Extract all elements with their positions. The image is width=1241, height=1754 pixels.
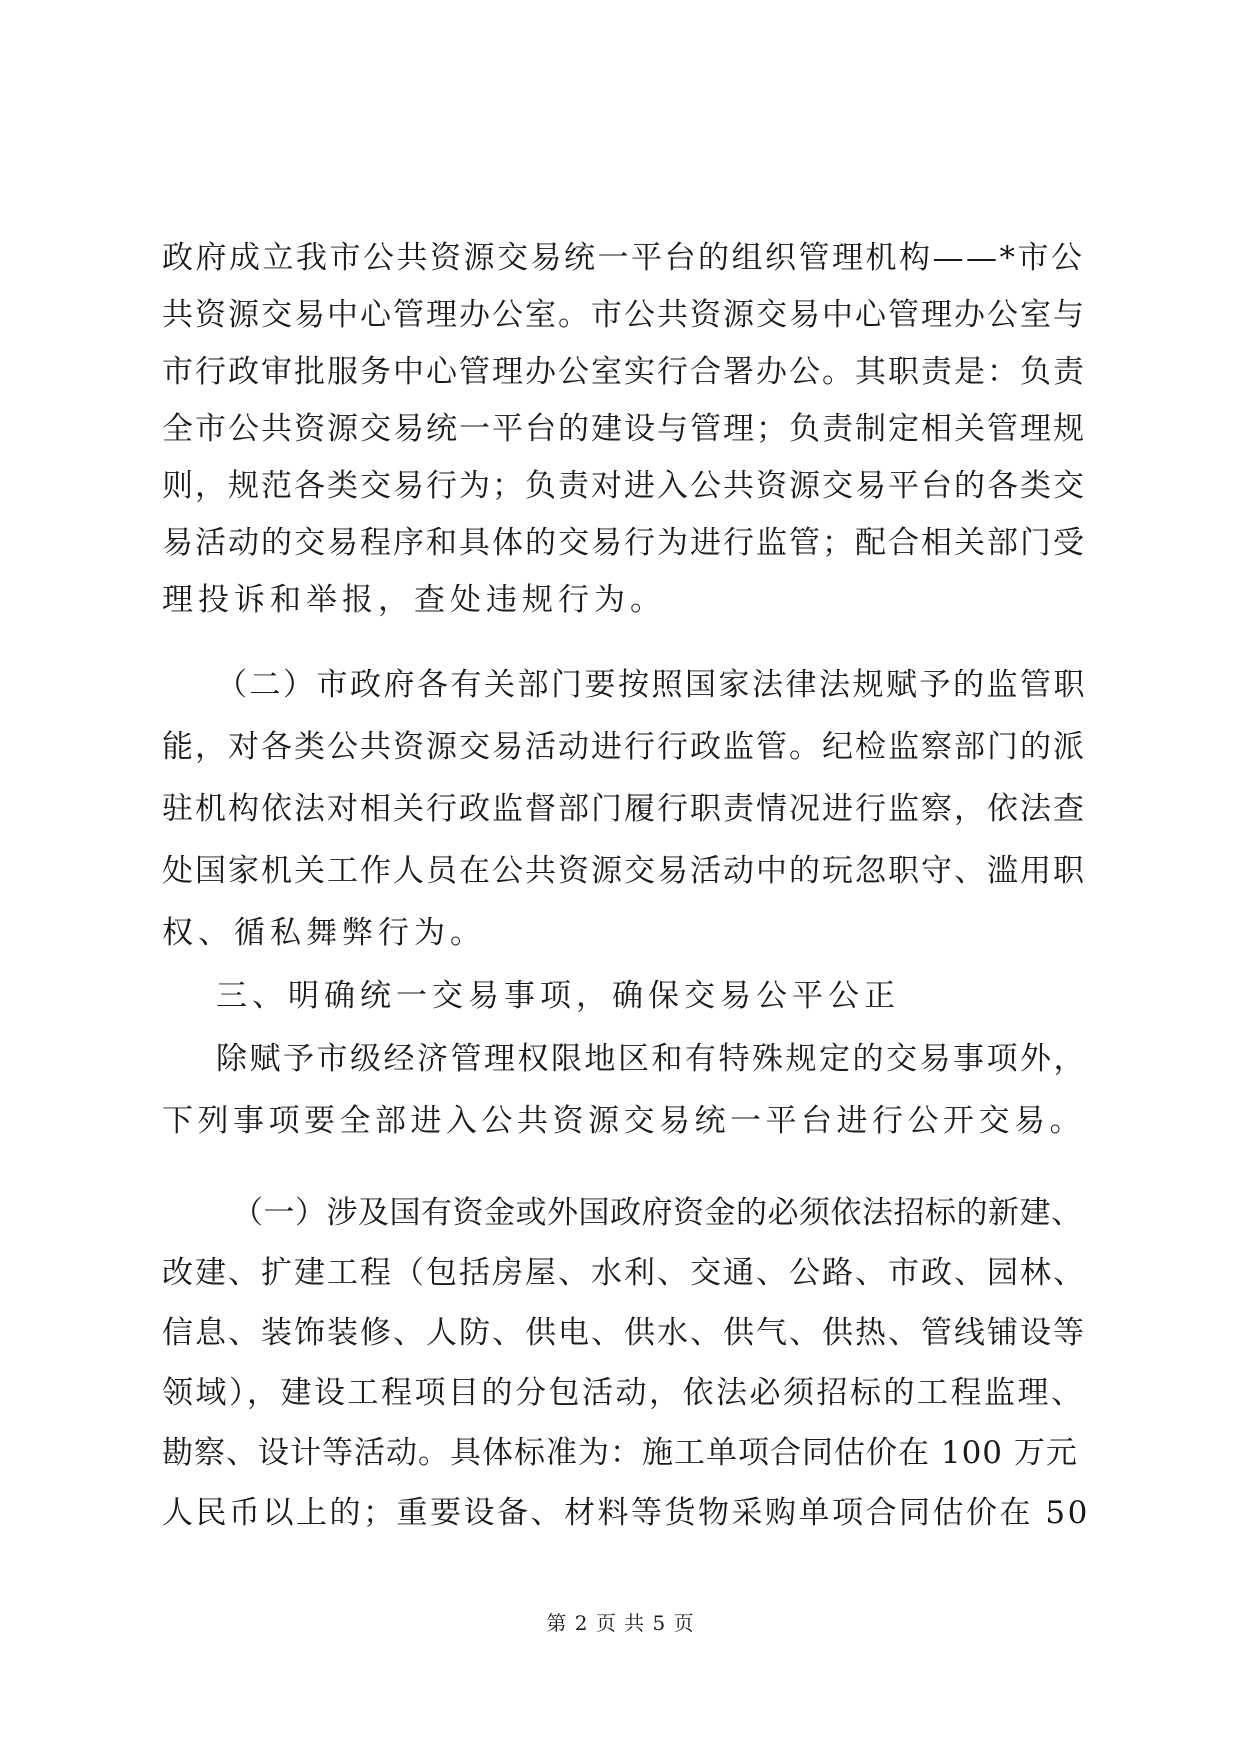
paragraph-line: 政府成立我市公共资源交易统一平台的组织管理机构——*市公 bbox=[162, 240, 1085, 276]
section-heading: 三、明确统一交易事项，确保交易公平公正 bbox=[216, 978, 900, 1014]
page-footer: 第 2 页 共 5 页 bbox=[546, 1611, 695, 1635]
paragraph-line: 共资源交易中心管理办公室。市公共资源交易中心管理办公室与 bbox=[162, 297, 1086, 333]
paragraph-line: 市行政审批服务中心管理办公室实行合署办公。其职责是：负责 bbox=[162, 354, 1086, 390]
paragraph-line: 改建、扩建工程（包括房屋、水利、交通、公路、市政、园林、 bbox=[162, 1255, 1086, 1291]
paragraph-line: 除赋予市级经济管理权限地区和有特殊规定的交易事项外， bbox=[216, 1041, 1087, 1077]
paragraph-line: 全市公共资源交易统一平台的建设与管理；负责制定相关管理规 bbox=[162, 411, 1086, 447]
paragraph-line: 驻机构依法对相关行政监督部门履行职责情况进行监察，依法查 bbox=[162, 791, 1086, 827]
paragraph-line: 信息、装饰装修、人防、供电、供水、供气、供热、管线铺设等 bbox=[162, 1315, 1086, 1351]
paragraph-line: （二）市政府各有关部门要按照国家法律法规赋予的监管职 bbox=[216, 667, 1087, 703]
paragraph-line: 勘察、设计等活动。具体标准为：施工单项合同估价在 100 万元 bbox=[162, 1435, 1078, 1471]
paragraph-line: 下列事项要全部进入公共资源交易统一平台进行公开交易。 bbox=[162, 1103, 1085, 1139]
paragraph-line: 权、循私舞弊行为。 bbox=[162, 915, 486, 951]
paragraph-line: 则，规范各类交易行为；负责对进入公共资源交易平台的各类交 bbox=[162, 468, 1086, 504]
paragraph-line: 人民币以上的；重要设备、材料等货物采购单项合同估价在 50 bbox=[162, 1495, 1090, 1531]
paragraph-line: （一）涉及国有资金或外国政府资金的必须依法招标的新建、 bbox=[232, 1195, 1083, 1231]
paragraph-line: 领域），建设工程项目的分包活动，依法必须招标的工程监理、 bbox=[162, 1375, 1085, 1411]
paragraph-line: 易活动的交易程序和具体的交易行为进行监管；配合相关部门受 bbox=[162, 525, 1086, 561]
paragraph-line: 理投诉和举报，查处违规行为。 bbox=[162, 582, 666, 618]
paragraph-line: 处国家机关工作人员在公共资源交易活动中的玩忽职守、滥用职 bbox=[162, 853, 1086, 889]
paragraph-line: 能，对各类公共资源交易活动进行行政监管。纪检监察部门的派 bbox=[162, 729, 1086, 765]
